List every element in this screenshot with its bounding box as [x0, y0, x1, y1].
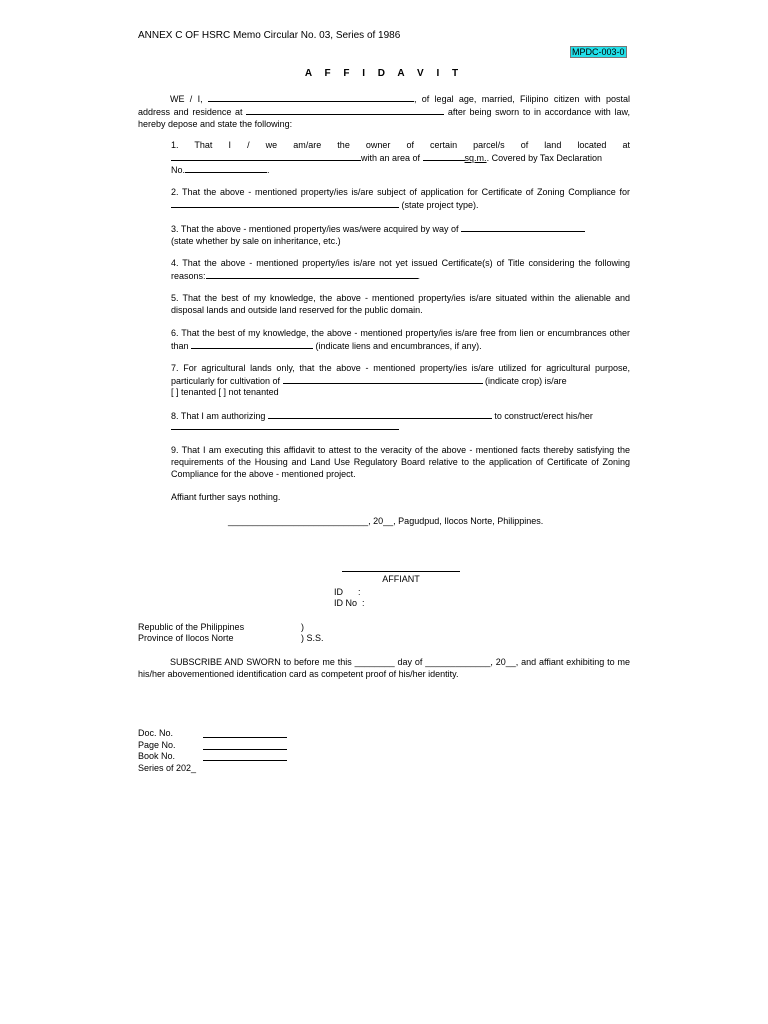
- doc-no-label: Doc. No.: [138, 728, 174, 738]
- intro-paragraph: [138, 92, 630, 130]
- crop-blank[interactable]: [283, 374, 483, 384]
- liens-blank[interactable]: [191, 339, 313, 349]
- intro-text-3: after being sworn to in accordance with law, hereby depose and state the following:: [138, 107, 630, 129]
- item-1-tax-label: . Covered by Tax Declaration: [486, 153, 602, 163]
- item-4-period: .: [417, 271, 421, 281]
- closing-statement: Affiant further says nothing.: [171, 492, 281, 502]
- affiant-label: AFFIANT: [382, 574, 420, 584]
- item-1-line-3: [171, 163, 270, 176]
- address-blank[interactable]: [246, 105, 444, 115]
- item-8-note: to construct/erect his/her: [491, 411, 593, 421]
- item-8: [171, 409, 630, 422]
- item-4: [171, 257, 630, 282]
- item-1-no-label: No.: [171, 165, 186, 175]
- item-8-text: 8. That I am authorizing: [171, 411, 268, 421]
- tax-declaration-blank[interactable]: [185, 163, 267, 173]
- intro-text-2: , of legal age, married, Filipino citizen with postal address and residence at: [138, 94, 630, 117]
- id-no-label: ID No :: [334, 598, 365, 608]
- item-3-text: 3. That the above - mentioned property/ies was/were acquired by way of: [171, 224, 461, 234]
- venue-province-paren: ) S.S.: [301, 633, 324, 643]
- date-place-line: [228, 515, 543, 527]
- affiant-signature-line[interactable]: [342, 571, 460, 572]
- reasons-blank[interactable]: [206, 269, 418, 279]
- venue-republic: Republic of the Philippines: [138, 622, 245, 632]
- intro-text-1: WE / I,: [170, 94, 208, 104]
- form-code-badge: [570, 42, 627, 60]
- item-7-text: 7. For agricultural lands only, that the above - mentioned property/ies is/are utilized for agricultural purpose, particularly for cultivation of: [171, 363, 630, 386]
- item-1-line-1: 1. That I / we am/are the owner of certain parcel/s of land located at: [171, 140, 630, 150]
- document-title: A F F I D A V I T: [304, 68, 464, 79]
- venue-province: Province of Ilocos Norte: [138, 633, 234, 643]
- item-2-text: 2. That the above - mentioned property/ies is/are subject of application for Certificate of Zoning Compliance for: [171, 187, 630, 197]
- item-6-note: (indicate liens and encumbrances, if any).: [313, 341, 482, 351]
- page-no-label: Page No.: [138, 740, 176, 750]
- book-no-label: Book No.: [138, 751, 176, 761]
- area-blank[interactable]: [423, 151, 465, 161]
- id-label: ID :: [334, 587, 361, 597]
- item-2-note: (state project type).: [399, 200, 479, 210]
- form-code: MPDC-003-0: [572, 47, 625, 57]
- land-location-blank[interactable]: [171, 151, 361, 161]
- item-5: 5. That the best of my knowledge, the above - mentioned property/ies is/are situated within the alienable and disposal lands and outside land reserved for the public domain.: [171, 293, 630, 315]
- doc-no-blank[interactable]: [203, 737, 287, 738]
- item-2: [171, 186, 630, 211]
- item-4-text: 4. That the above - mentioned property/ies is/are not yet issued Certificate(s) of Title considering the following reasons:: [171, 258, 630, 281]
- acquisition-blank[interactable]: [461, 222, 585, 232]
- series-label: Series of 202_: [138, 763, 197, 773]
- item-7: [171, 362, 630, 387]
- date-blank[interactable]: ____________________________: [228, 516, 369, 526]
- venue-republic-paren: ): [301, 622, 304, 632]
- item-8-continuation-line[interactable]: [171, 429, 399, 430]
- authorized-person-blank[interactable]: [268, 409, 492, 419]
- item-6: [171, 327, 630, 352]
- item-9: 9. That I am executing this affidavit to attest to the veracity of the above - mentioned facts thereby satisfying the requirements of the Housing and Land Use Regulatory Board relative to the application of Certificate of Zoning Compliance for the above - mentioned project.: [171, 445, 630, 479]
- book-no-blank[interactable]: [203, 760, 287, 761]
- item-6-text: 6. That the best of my knowledge, the above - mentioned property/ies is/are free from lien or encumbrances other than: [171, 328, 630, 351]
- tenancy-options[interactable]: [ ] tenanted [ ] not tenanted: [171, 387, 279, 397]
- item-7-note: (indicate crop) is/are: [482, 376, 567, 386]
- item-1-period: .: [267, 165, 270, 175]
- annex-reference: ANNEX C OF HSRC Memo Circular No. 03, Series of 1986: [138, 30, 401, 41]
- name-blank[interactable]: [208, 92, 414, 102]
- project-type-blank[interactable]: [171, 198, 399, 208]
- jurat-paragraph: SUBSCRIBE AND SWORN to before me this ________ day of _____________, 20__, and affiant exhibiting to me his/her abovementioned identification card as competent proof of his/her identity.: [138, 657, 630, 679]
- item-1-area-label: with an area of: [361, 153, 423, 163]
- item-1-unit: sq.m.: [464, 153, 487, 163]
- item-3-note: (state whether by sale on inheritance, etc.): [171, 236, 341, 246]
- date-place-text: , 20__, Pagudpud, Ilocos Norte, Philippines.: [368, 516, 544, 526]
- item-3: [171, 222, 630, 247]
- page-no-blank[interactable]: [203, 749, 287, 750]
